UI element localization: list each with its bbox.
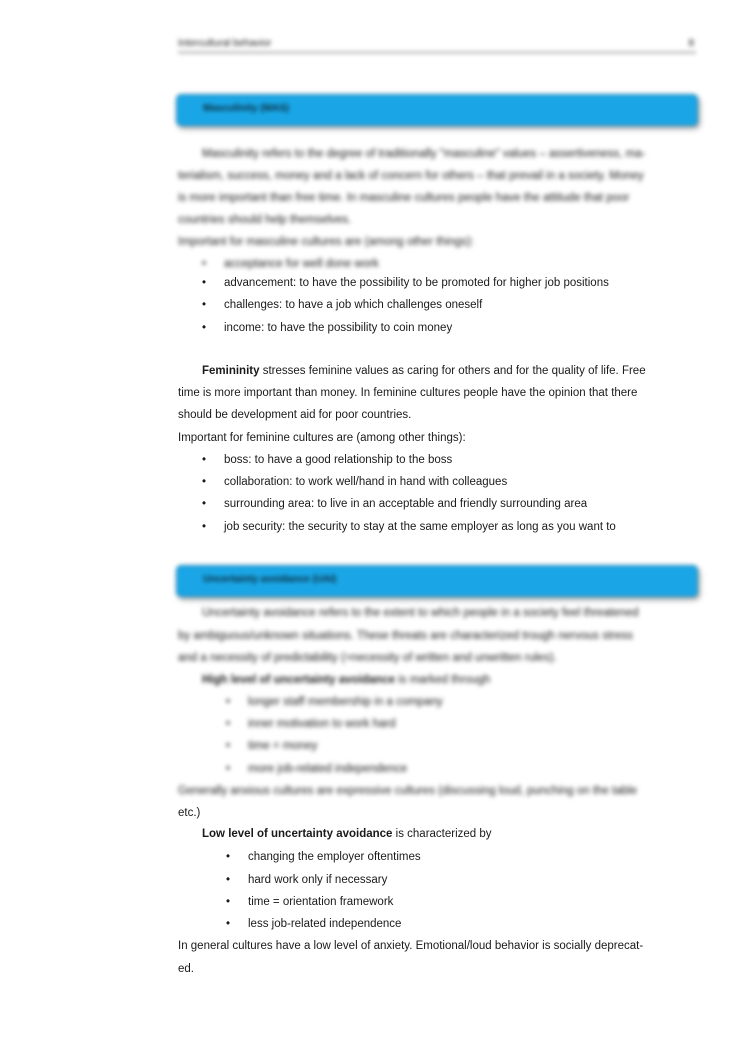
- list-item-text: inner motivation to work hard: [248, 718, 396, 730]
- paragraph-line: by ambiguous/unknown situations. These threats are characterized trough nervous stress: [178, 630, 633, 642]
- list-item-text: less job-related independence: [248, 918, 402, 930]
- list-item-text: hard work only if necessary: [248, 874, 388, 886]
- list-item-text: more job-related independence: [248, 763, 408, 775]
- paragraph-line: etc.): [178, 807, 201, 819]
- important-line: Important for masculine cultures are (among other things):: [178, 236, 474, 248]
- bullet-glyph: •: [202, 521, 207, 533]
- low-level-term: Low level of uncertainty avoidance: [202, 828, 393, 840]
- running-header: [178, 36, 696, 53]
- list-item-text: job security: the security to stay at the same employer as long as you want to: [224, 521, 616, 533]
- paragraph-line: Masculinity refers to the degree of traditionally "masculine" values – assertiveness, ma-: [202, 148, 646, 160]
- list-item-text: challenges: to have a job which challenges oneself: [224, 299, 483, 311]
- page-number: 8: [688, 38, 694, 49]
- bullet-glyph: •: [202, 498, 207, 510]
- low-level-line: [202, 823, 492, 845]
- section-banner-uncertainty-avoidance: [176, 565, 698, 597]
- bullet-glyph: •: [202, 322, 207, 334]
- list-item-text: collaboration: to work well/hand in hand with colleagues: [224, 476, 508, 488]
- bullet-glyph: •: [226, 851, 231, 863]
- bullet-glyph: •: [226, 896, 231, 908]
- list-item-text: acceptance for well done work: [224, 258, 379, 270]
- high-level-text: is marked through: [395, 674, 491, 686]
- femininity-paragraph-line: [202, 360, 646, 382]
- paragraph-line: countries should help themselves.: [178, 214, 352, 226]
- bullet-glyph: •: [202, 454, 207, 466]
- paragraph-line: ed.: [178, 963, 194, 975]
- list-item-text: longer staff membership in a company: [248, 696, 443, 708]
- bullet-glyph: •: [202, 258, 207, 270]
- section-banner-masculinity: [176, 94, 698, 126]
- bullet-glyph: •: [226, 740, 231, 752]
- bullet-glyph: •: [202, 476, 207, 488]
- paragraph-line: and a necessity of predictability (=necessity of written and unwritten rules).: [178, 652, 557, 664]
- bullet-glyph: •: [202, 277, 207, 289]
- paragraph-line: is more important than free time. In masculine cultures people have the attitude that poor: [178, 192, 630, 204]
- high-level-term: High level of uncertainty avoidance: [202, 674, 395, 686]
- section-title: Uncertainty avoidance (UAI): [203, 574, 337, 585]
- low-level-text: is characterized by: [392, 828, 492, 840]
- bullet-glyph: •: [226, 763, 231, 775]
- paragraph-line: Generally anxious cultures are expressive cultures (discussing loud, punching on the table: [178, 785, 637, 797]
- high-level-line: [202, 669, 490, 691]
- list-item-text: income: to have the possibility to coin money: [224, 322, 453, 334]
- list-item-text: surrounding area: to live in an acceptable and friendly surrounding area: [224, 498, 588, 510]
- paragraph-line: In general cultures have a low level of anxiety. Emotional/loud behavior is socially deprecat-: [178, 940, 644, 952]
- bullet-glyph: •: [226, 874, 231, 886]
- paragraph-line: should be development aid for poor countries.: [178, 409, 412, 421]
- section-title: Masculinity (MAS): [203, 103, 290, 114]
- bullet-glyph: •: [226, 696, 231, 708]
- list-item-text: boss: to have a good relationship to the boss: [224, 454, 453, 466]
- paragraph-line: Uncertainty avoidance refers to the extent to which people in a society feel threatened: [202, 607, 639, 619]
- bullet-glyph: •: [226, 918, 231, 930]
- header-title: Intercultural behavior: [178, 38, 272, 49]
- femininity-line-text: stresses feminine values as caring for others and for the quality of life. Free: [259, 365, 646, 377]
- paragraph-line: terialism, success, money and a lack of concern for others – that prevail in a society. Money: [178, 170, 644, 182]
- list-item-text: time = money: [248, 740, 318, 752]
- femininity-term: Femininity: [202, 365, 260, 377]
- list-item-text: advancement: to have the possibility to be promoted for higher job positions: [224, 277, 609, 289]
- important-line: Important for feminine cultures are (among other things):: [178, 432, 466, 444]
- list-item-text: time = orientation framework: [248, 896, 394, 908]
- list-item-text: changing the employer oftentimes: [248, 851, 421, 863]
- bullet-glyph: •: [202, 299, 207, 311]
- paragraph-line: time is more important than money. In feminine cultures people have the opinion that there: [178, 387, 638, 399]
- bullet-glyph: •: [226, 718, 231, 730]
